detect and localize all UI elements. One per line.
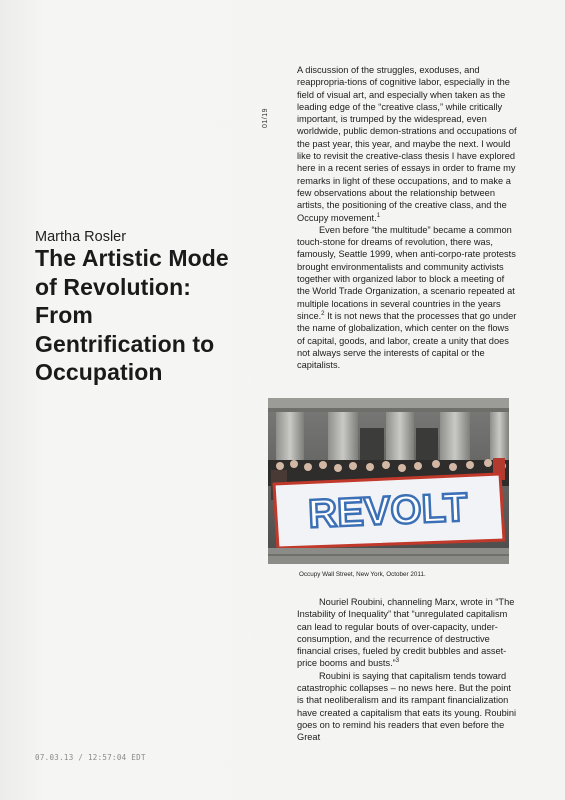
paragraph-3: Nouriel Roubini, channeling Marx, wrote in “The Instability of Inequality” that “unregulated capitalism can lead to regular bouts of over-capacity, under-consumption, and the recurrence of destructive financial crises, fueled by credit bubbles and asset-price booms and busts.”$^3$ [297,597,515,669]
footnote-marker: 3 [395,658,400,665]
banner-text: REVOLT [307,485,469,537]
protest-photo-illustration [268,398,509,564]
article-title: The Artistic Mode of Revolution: From Gentrification to Occupation [35,245,229,385]
protest-photo [268,398,509,564]
paragraph-4: Roubini is saying that capitalism tends toward catastrophic collapses – no news here. But the point is that neoliberalism and its rampant financialization have created a capitalism that eats its young. Roubini goes on to remind his readers that even before the Great [297,670,517,743]
page-number: 01/19 [262,107,269,128]
photo-caption: Occupy Wall Street, New York, October 2011. [299,571,426,578]
footnote-marker: 1 [376,212,381,219]
author-name: Martha Rosler [35,229,127,245]
paragraph-1: A discussion of the struggles, exoduses, and reappropria-tions of cognitive labor, especially in the field of visual art, and especially when taken as the leading edge of the “creative class,” while critically important, is trumped by the widespread, even worldwide, public demon-strations and occupations of the past year, this year, and maybe the next. I would like to revisit the creative-class thesis I have explored here in a recent series of essays in order to frame my remarks in light of these occupations, and to make a few observations about the relationship between artists, the positioning of the creative class, and the Occupy movement.$^1$ [297,65,517,223]
footnote-marker: 2 [321,310,325,317]
timestamp: 07.03.13 / 12:57:04 EDT [35,753,146,762]
body-text-bottom [297,596,517,744]
paragraph-2: Even before “the multitude” became a common touch-stone for dreams of revolution, there was, famously, Seattle 1999, when anti-corpo-rate protests brought environmentalists and community activists together with organized labor to block a meeting of the World Trade Organization, a scenario repeated at multiple locations in several countries in the years since.$^2$ It is not news that the processes that go under the name of globalization, which center on the flows of capital, goods, and labor, create a unity that does not always serve the interests of capital or the capitalists. [297,224,517,371]
body-text-top [297,64,517,371]
